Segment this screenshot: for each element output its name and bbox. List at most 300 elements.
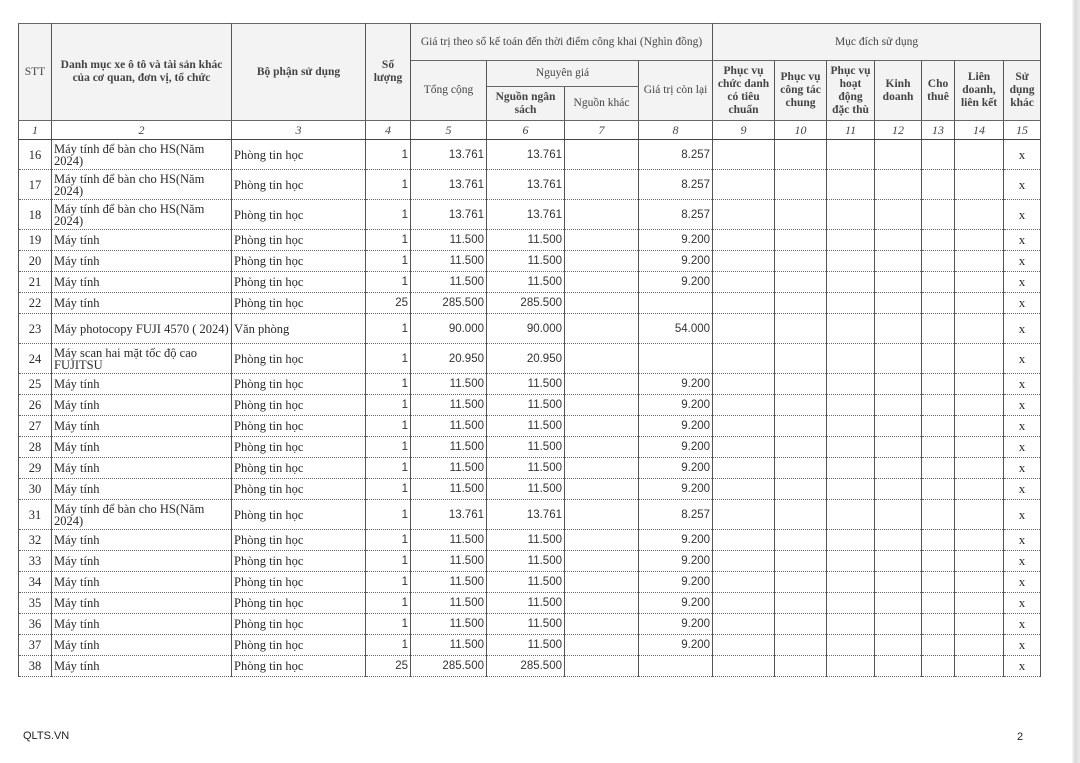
total-value-cell: 11.500 xyxy=(411,635,487,656)
other-source-value-cell xyxy=(565,551,639,572)
purpose-business-cell xyxy=(875,572,922,593)
row-number-cell: 28 xyxy=(19,437,52,458)
column-number: 14 xyxy=(955,121,1004,140)
purpose-business-cell xyxy=(875,140,922,170)
quantity-cell: 1 xyxy=(366,479,411,500)
header-book-value-group: Giá trị theo sổ kế toán đến thời điểm công khai (Nghìn đồng) xyxy=(411,24,713,61)
purpose-special-activity-cell xyxy=(827,551,875,572)
purpose-title-standard-cell xyxy=(713,614,775,635)
purpose-business-cell xyxy=(875,479,922,500)
total-value-cell: 11.500 xyxy=(411,458,487,479)
table-row xyxy=(19,530,1041,551)
asset-name-cell: Máy tính xyxy=(52,614,232,635)
purpose-special-activity-cell xyxy=(827,200,875,230)
purpose-rental-cell xyxy=(922,530,955,551)
page-edge-shadow xyxy=(1072,0,1080,763)
purpose-business-cell xyxy=(875,314,922,344)
purpose-rental-cell xyxy=(922,374,955,395)
purpose-special-activity-cell xyxy=(827,614,875,635)
asset-name-cell: Máy tính xyxy=(52,479,232,500)
budget-source-value-cell: 285.500 xyxy=(487,293,565,314)
remaining-value-cell xyxy=(639,293,713,314)
purpose-general-work-cell xyxy=(775,551,827,572)
row-number-cell: 25 xyxy=(19,374,52,395)
purpose-special-activity-cell xyxy=(827,344,875,374)
remaining-value-cell: 9.200 xyxy=(639,272,713,293)
row-number-cell: 26 xyxy=(19,395,52,416)
other-source-value-cell xyxy=(565,635,639,656)
purpose-rental-cell xyxy=(922,314,955,344)
purpose-rental-cell xyxy=(922,293,955,314)
table-row xyxy=(19,293,1041,314)
row-number-cell: 34 xyxy=(19,572,52,593)
purpose-rental-cell xyxy=(922,656,955,677)
purpose-general-work-cell xyxy=(775,230,827,251)
department-cell: Phòng tin học xyxy=(232,656,366,677)
header-remaining-value: Giá trị còn lại xyxy=(639,61,713,121)
department-cell: Phòng tin học xyxy=(232,479,366,500)
remaining-value-cell: 9.200 xyxy=(639,416,713,437)
purpose-joint-venture-cell xyxy=(955,200,1004,230)
purpose-other-use-cell: x xyxy=(1004,500,1041,530)
purpose-other-use-cell: x xyxy=(1004,251,1041,272)
remaining-value-cell: 9.200 xyxy=(639,551,713,572)
other-source-value-cell xyxy=(565,374,639,395)
purpose-general-work-cell xyxy=(775,395,827,416)
purpose-other-use-cell: x xyxy=(1004,479,1041,500)
purpose-joint-venture-cell xyxy=(955,170,1004,200)
purpose-title-standard-cell xyxy=(713,374,775,395)
row-number-cell: 20 xyxy=(19,251,52,272)
remaining-value-cell: 9.200 xyxy=(639,374,713,395)
row-number-cell: 37 xyxy=(19,635,52,656)
asset-name-cell: Máy tính xyxy=(52,656,232,677)
other-source-value-cell xyxy=(565,530,639,551)
quantity-cell: 1 xyxy=(366,635,411,656)
department-cell: Phòng tin học xyxy=(232,200,366,230)
row-number-cell: 19 xyxy=(19,230,52,251)
budget-source-value-cell: 11.500 xyxy=(487,572,565,593)
department-cell: Phòng tin học xyxy=(232,500,366,530)
purpose-special-activity-cell xyxy=(827,530,875,551)
purpose-business-cell xyxy=(875,530,922,551)
purpose-title-standard-cell xyxy=(713,593,775,614)
asset-name-cell: Máy tính xyxy=(52,572,232,593)
row-number-cell: 38 xyxy=(19,656,52,677)
table-row xyxy=(19,416,1041,437)
purpose-special-activity-cell xyxy=(827,437,875,458)
asset-name-cell: Máy scan hai mặt tốc độ cao FUJITSU xyxy=(52,344,232,374)
other-source-value-cell xyxy=(565,140,639,170)
purpose-joint-venture-cell xyxy=(955,230,1004,251)
purpose-joint-venture-cell xyxy=(955,374,1004,395)
purpose-rental-cell xyxy=(922,200,955,230)
purpose-title-standard-cell xyxy=(713,437,775,458)
purpose-general-work-cell xyxy=(775,374,827,395)
column-number: 8 xyxy=(639,121,713,140)
purpose-general-work-cell xyxy=(775,500,827,530)
purpose-business-cell xyxy=(875,458,922,479)
table-row xyxy=(19,458,1041,479)
asset-name-cell: Máy tính để bàn cho HS(Năm 2024) xyxy=(52,140,232,170)
page-number: 2 xyxy=(1017,731,1024,743)
purpose-joint-venture-cell xyxy=(955,656,1004,677)
purpose-title-standard-cell xyxy=(713,572,775,593)
header-stt: STT xyxy=(19,24,52,121)
department-cell: Phòng tin học xyxy=(232,593,366,614)
table-row xyxy=(19,500,1041,530)
purpose-business-cell xyxy=(875,593,922,614)
purpose-title-standard-cell xyxy=(713,551,775,572)
remaining-value-cell: 8.257 xyxy=(639,500,713,530)
other-source-value-cell xyxy=(565,395,639,416)
quantity-cell: 25 xyxy=(366,293,411,314)
column-number: 15 xyxy=(1004,121,1041,140)
department-cell: Phòng tin học xyxy=(232,230,366,251)
department-cell: Phòng tin học xyxy=(232,344,366,374)
column-number: 9 xyxy=(713,121,775,140)
purpose-special-activity-cell xyxy=(827,395,875,416)
quantity-cell: 1 xyxy=(366,395,411,416)
table-body xyxy=(19,140,1041,677)
purpose-business-cell xyxy=(875,230,922,251)
purpose-special-activity-cell xyxy=(827,656,875,677)
purpose-joint-venture-cell xyxy=(955,572,1004,593)
asset-name-cell: Máy tính xyxy=(52,437,232,458)
total-value-cell: 11.500 xyxy=(411,437,487,458)
column-number: 2 xyxy=(52,121,232,140)
row-number-cell: 36 xyxy=(19,614,52,635)
table-row xyxy=(19,170,1041,200)
column-number: 10 xyxy=(775,121,827,140)
purpose-business-cell xyxy=(875,374,922,395)
remaining-value-cell: 54.000 xyxy=(639,314,713,344)
purpose-title-standard-cell xyxy=(713,314,775,344)
purpose-general-work-cell xyxy=(775,416,827,437)
quantity-cell: 1 xyxy=(366,374,411,395)
remaining-value-cell: 8.257 xyxy=(639,170,713,200)
purpose-title-standard-cell xyxy=(713,458,775,479)
header-purpose-12: Kinh doanh xyxy=(875,61,922,121)
purpose-rental-cell xyxy=(922,593,955,614)
purpose-joint-venture-cell xyxy=(955,344,1004,374)
column-number: 6 xyxy=(487,121,565,140)
header-original-cost-group: Nguyên giá xyxy=(487,61,639,87)
asset-name-cell: Máy tính xyxy=(52,230,232,251)
purpose-special-activity-cell xyxy=(827,230,875,251)
header-quantity: Số lượng xyxy=(366,24,411,121)
quantity-cell: 1 xyxy=(366,170,411,200)
header-purpose-group: Mục đích sử dụng xyxy=(713,24,1041,61)
purpose-rental-cell xyxy=(922,458,955,479)
purpose-joint-venture-cell xyxy=(955,635,1004,656)
budget-source-value-cell: 11.500 xyxy=(487,230,565,251)
purpose-title-standard-cell xyxy=(713,140,775,170)
asset-name-cell: Máy tính xyxy=(52,272,232,293)
purpose-general-work-cell xyxy=(775,140,827,170)
purpose-general-work-cell xyxy=(775,635,827,656)
purpose-business-cell xyxy=(875,344,922,374)
other-source-value-cell xyxy=(565,500,639,530)
remaining-value-cell: 9.200 xyxy=(639,479,713,500)
department-cell: Phòng tin học xyxy=(232,293,366,314)
purpose-joint-venture-cell xyxy=(955,530,1004,551)
row-number-cell: 18 xyxy=(19,200,52,230)
purpose-rental-cell xyxy=(922,500,955,530)
purpose-joint-venture-cell xyxy=(955,593,1004,614)
department-cell: Phòng tin học xyxy=(232,530,366,551)
table-row xyxy=(19,437,1041,458)
header-budget-source: Nguồn ngân sách xyxy=(487,87,565,121)
total-value-cell: 11.500 xyxy=(411,416,487,437)
purpose-joint-venture-cell xyxy=(955,479,1004,500)
purpose-general-work-cell xyxy=(775,458,827,479)
table-row xyxy=(19,551,1041,572)
purpose-business-cell xyxy=(875,272,922,293)
budget-source-value-cell: 285.500 xyxy=(487,656,565,677)
asset-name-cell: Máy tính xyxy=(52,635,232,656)
purpose-joint-venture-cell xyxy=(955,395,1004,416)
other-source-value-cell xyxy=(565,200,639,230)
total-value-cell: 11.500 xyxy=(411,530,487,551)
asset-name-cell: Máy tính xyxy=(52,593,232,614)
asset-name-cell: Máy tính xyxy=(52,293,232,314)
asset-name-cell: Máy tính xyxy=(52,551,232,572)
purpose-general-work-cell xyxy=(775,272,827,293)
purpose-rental-cell xyxy=(922,572,955,593)
department-cell: Phòng tin học xyxy=(232,395,366,416)
budget-source-value-cell: 13.761 xyxy=(487,140,565,170)
purpose-special-activity-cell xyxy=(827,479,875,500)
purpose-joint-venture-cell xyxy=(955,416,1004,437)
row-number-cell: 17 xyxy=(19,170,52,200)
quantity-cell: 1 xyxy=(366,614,411,635)
department-cell: Phòng tin học xyxy=(232,140,366,170)
department-cell: Phòng tin học xyxy=(232,635,366,656)
purpose-special-activity-cell xyxy=(827,458,875,479)
purpose-general-work-cell xyxy=(775,437,827,458)
purpose-other-use-cell: x xyxy=(1004,200,1041,230)
purpose-special-activity-cell xyxy=(827,572,875,593)
purpose-title-standard-cell xyxy=(713,230,775,251)
purpose-special-activity-cell xyxy=(827,593,875,614)
header-purpose-14: Liên doanh, liên kết xyxy=(955,61,1004,121)
column-number: 12 xyxy=(875,121,922,140)
table-row xyxy=(19,251,1041,272)
purpose-special-activity-cell xyxy=(827,500,875,530)
purpose-rental-cell xyxy=(922,416,955,437)
other-source-value-cell xyxy=(565,479,639,500)
remaining-value-cell: 9.200 xyxy=(639,572,713,593)
purpose-special-activity-cell xyxy=(827,374,875,395)
other-source-value-cell xyxy=(565,251,639,272)
purpose-title-standard-cell xyxy=(713,272,775,293)
total-value-cell: 90.000 xyxy=(411,314,487,344)
header-purpose-15: Sử dụng khác xyxy=(1004,61,1041,121)
purpose-title-standard-cell xyxy=(713,479,775,500)
other-source-value-cell xyxy=(565,656,639,677)
purpose-other-use-cell: x xyxy=(1004,293,1041,314)
budget-source-value-cell: 20.950 xyxy=(487,344,565,374)
budget-source-value-cell: 11.500 xyxy=(487,374,565,395)
remaining-value-cell: 9.200 xyxy=(639,530,713,551)
budget-source-value-cell: 11.500 xyxy=(487,614,565,635)
table-row xyxy=(19,230,1041,251)
purpose-general-work-cell xyxy=(775,200,827,230)
row-number-cell: 32 xyxy=(19,530,52,551)
table-row xyxy=(19,614,1041,635)
purpose-business-cell xyxy=(875,251,922,272)
purpose-business-cell xyxy=(875,614,922,635)
purpose-rental-cell xyxy=(922,551,955,572)
purpose-business-cell xyxy=(875,395,922,416)
purpose-general-work-cell xyxy=(775,314,827,344)
budget-source-value-cell: 13.761 xyxy=(487,500,565,530)
row-number-cell: 16 xyxy=(19,140,52,170)
table-row xyxy=(19,272,1041,293)
purpose-special-activity-cell xyxy=(827,140,875,170)
purpose-business-cell xyxy=(875,437,922,458)
quantity-cell: 1 xyxy=(366,500,411,530)
remaining-value-cell: 9.200 xyxy=(639,458,713,479)
department-cell: Phòng tin học xyxy=(232,437,366,458)
budget-source-value-cell: 11.500 xyxy=(487,530,565,551)
purpose-rental-cell xyxy=(922,230,955,251)
purpose-special-activity-cell xyxy=(827,251,875,272)
budget-source-value-cell: 90.000 xyxy=(487,314,565,344)
purpose-joint-venture-cell xyxy=(955,140,1004,170)
purpose-title-standard-cell xyxy=(713,170,775,200)
purpose-rental-cell xyxy=(922,479,955,500)
other-source-value-cell xyxy=(565,416,639,437)
purpose-rental-cell xyxy=(922,170,955,200)
table-row xyxy=(19,200,1041,230)
quantity-cell: 1 xyxy=(366,551,411,572)
purpose-other-use-cell: x xyxy=(1004,374,1041,395)
purpose-other-use-cell: x xyxy=(1004,458,1041,479)
quantity-cell: 1 xyxy=(366,593,411,614)
purpose-business-cell xyxy=(875,635,922,656)
asset-name-cell: Máy tính xyxy=(52,395,232,416)
purpose-title-standard-cell xyxy=(713,635,775,656)
purpose-general-work-cell xyxy=(775,572,827,593)
quantity-cell: 1 xyxy=(366,530,411,551)
department-cell: Phòng tin học xyxy=(232,572,366,593)
other-source-value-cell xyxy=(565,230,639,251)
department-cell: Phòng tin học xyxy=(232,416,366,437)
quantity-cell: 1 xyxy=(366,272,411,293)
asset-table xyxy=(18,23,1041,677)
department-cell: Phòng tin học xyxy=(232,458,366,479)
header-purpose-9: Phục vụ chức danh có tiêu chuẩn xyxy=(713,61,775,121)
other-source-value-cell xyxy=(565,437,639,458)
row-number-cell: 31 xyxy=(19,500,52,530)
quantity-cell: 1 xyxy=(366,251,411,272)
purpose-other-use-cell: x xyxy=(1004,551,1041,572)
purpose-joint-venture-cell xyxy=(955,458,1004,479)
purpose-joint-venture-cell xyxy=(955,251,1004,272)
table-row xyxy=(19,635,1041,656)
purpose-business-cell xyxy=(875,170,922,200)
asset-name-cell: Máy photocopy FUJI 4570 ( 2024) xyxy=(52,314,232,344)
table-row xyxy=(19,344,1041,374)
purpose-business-cell xyxy=(875,293,922,314)
column-number: 13 xyxy=(922,121,955,140)
asset-name-cell: Máy tính để bàn cho HS(Năm 2024) xyxy=(52,170,232,200)
header-asset-list: Danh mục xe ô tô và tài sản khác của cơ quan, đơn vị, tổ chức xyxy=(52,24,232,121)
purpose-rental-cell xyxy=(922,635,955,656)
purpose-other-use-cell: x xyxy=(1004,437,1041,458)
purpose-business-cell xyxy=(875,500,922,530)
total-value-cell: 13.761 xyxy=(411,500,487,530)
total-value-cell: 11.500 xyxy=(411,230,487,251)
other-source-value-cell xyxy=(565,314,639,344)
budget-source-value-cell: 11.500 xyxy=(487,416,565,437)
header-purpose-13: Cho thuê xyxy=(922,61,955,121)
purpose-rental-cell xyxy=(922,614,955,635)
purpose-general-work-cell xyxy=(775,293,827,314)
purpose-joint-venture-cell xyxy=(955,314,1004,344)
budget-source-value-cell: 11.500 xyxy=(487,458,565,479)
total-value-cell: 11.500 xyxy=(411,395,487,416)
purpose-rental-cell xyxy=(922,344,955,374)
total-value-cell: 11.500 xyxy=(411,614,487,635)
other-source-value-cell xyxy=(565,458,639,479)
total-value-cell: 11.500 xyxy=(411,374,487,395)
table-row xyxy=(19,656,1041,677)
header-purpose-10: Phục vụ công tác chung xyxy=(775,61,827,121)
purpose-general-work-cell xyxy=(775,170,827,200)
purpose-other-use-cell: x xyxy=(1004,572,1041,593)
purpose-special-activity-cell xyxy=(827,293,875,314)
table-row xyxy=(19,572,1041,593)
purpose-other-use-cell: x xyxy=(1004,635,1041,656)
total-value-cell: 11.500 xyxy=(411,479,487,500)
purpose-title-standard-cell xyxy=(713,251,775,272)
budget-source-value-cell: 11.500 xyxy=(487,395,565,416)
row-number-cell: 24 xyxy=(19,344,52,374)
total-value-cell: 20.950 xyxy=(411,344,487,374)
table-header xyxy=(19,24,1041,140)
purpose-other-use-cell: x xyxy=(1004,272,1041,293)
other-source-value-cell xyxy=(565,572,639,593)
purpose-general-work-cell xyxy=(775,593,827,614)
row-number-cell: 27 xyxy=(19,416,52,437)
purpose-other-use-cell: x xyxy=(1004,530,1041,551)
purpose-other-use-cell: x xyxy=(1004,416,1041,437)
purpose-other-use-cell: x xyxy=(1004,395,1041,416)
purpose-joint-venture-cell xyxy=(955,614,1004,635)
remaining-value-cell: 9.200 xyxy=(639,593,713,614)
header-other-source: Nguồn khác xyxy=(565,87,639,121)
table-row xyxy=(19,140,1041,170)
quantity-cell: 1 xyxy=(366,140,411,170)
quantity-cell: 1 xyxy=(366,314,411,344)
department-cell: Phòng tin học xyxy=(232,614,366,635)
department-cell: Phòng tin học xyxy=(232,272,366,293)
purpose-title-standard-cell xyxy=(713,530,775,551)
total-value-cell: 11.500 xyxy=(411,593,487,614)
other-source-value-cell xyxy=(565,170,639,200)
quantity-cell: 1 xyxy=(366,437,411,458)
quantity-cell: 1 xyxy=(366,200,411,230)
total-value-cell: 11.500 xyxy=(411,251,487,272)
purpose-joint-venture-cell xyxy=(955,293,1004,314)
row-number-cell: 22 xyxy=(19,293,52,314)
asset-name-cell: Máy tính xyxy=(52,374,232,395)
budget-source-value-cell: 13.761 xyxy=(487,200,565,230)
purpose-title-standard-cell xyxy=(713,656,775,677)
